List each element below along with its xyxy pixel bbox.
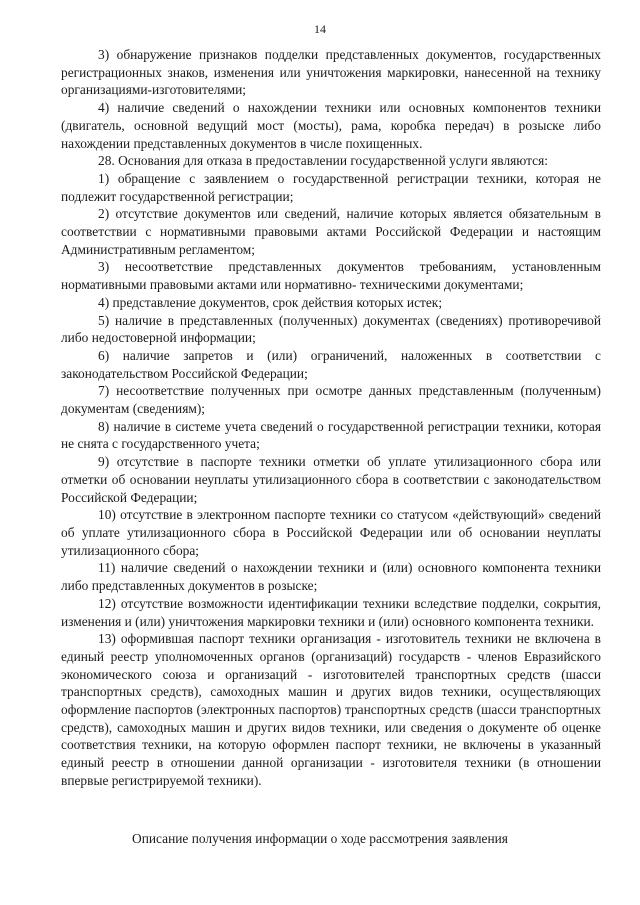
section-heading: Описание получения информации о ходе рассмотрения заявления [132, 831, 508, 846]
paragraph-reason-13: 13) оформившая паспорт техники организация - изготовитель техники не включена в единый реестр уполномоченных органов (организаций) государств - членов Евразийского экономического союза и организаций - изготовителей транспортных средств (шасси транспортных средств), самоходных машин и других видов техники, осуществляющих оформление паспортов (электронных паспортов) транспортных средств (шасси транспортных средств), самоходных машин и других видов техники, или сведения о документе об оценке соответствия техники, на которую оформлен паспорт техники, не включены в указанный единый реестр в отношении данной организации - изготовителя техники (в отношении впервые регистрируемой техники). [61, 631, 601, 788]
paragraph-item-3-counterfeit: 3) обнаружение признаков подделки представленных документов, государственных регистрационных знаков, изменения или уничтожения маркировки, нанесенной на технику организациями-изготовителями; [61, 47, 601, 98]
paragraph-reason-5: 5) наличие в представленных (полученных) документах (сведениях) противоречивой либо недостоверной информации; [61, 312, 601, 346]
paragraph-reason-3: 3) несоответствие представленных документов требованиям, установленным нормативными правовыми актами или нормативно- техническими документами; [61, 259, 601, 293]
paragraph-reason-8: 8) наличие в системе учета сведений о государственной регистрации техники, которая не снята с государственного учета; [61, 418, 601, 452]
paragraph-reason-2: 2) отсутствие документов или сведений, наличие которых является обязательным в соответствии с нормативными правовыми актами Российской Федерации и настоящим Административным регламентом; [61, 206, 601, 257]
paragraph-reason-7: 7) несоответствие полученных при осмотре данных представленным (полученным) документам (сведениям); [61, 383, 601, 417]
paragraph-reason-10: 10) отсутствие в электронном паспорте техники со статусом «действующий» сведений об уплате утилизационного сбора в Российской Федерации или об основании неуплаты утилизационного сбора; [61, 507, 601, 558]
paragraph-reason-4: 4) представление документов, срок действия которых истек; [98, 294, 443, 310]
paragraph-reason-11: 11) наличие сведений о нахождении техники и (или) основного компонента техники либо представленных документов в розыске; [61, 560, 601, 594]
paragraph-clause-28: 28. Основания для отказа в предоставлении государственной услуги являются: [98, 153, 548, 169]
document-body [61, 46, 601, 790]
page-number: 14 [314, 22, 326, 36]
paragraph-item-4-wanted: 4) наличие сведений о нахождении техники или основных компонентов техники (двигатель, основной ведущий мост (мосты), рама, коробка передач) в розыске либо нахождении представленных документов в числе похищенных. [61, 100, 601, 151]
paragraph-reason-1: 1) обращение с заявлением о государственной регистрации техники, которая не подлежит государственной регистрации; [61, 170, 601, 204]
paragraph-reason-9: 9) отсутствие в паспорте техники отметки об уплате утилизационного сбора или отметки об основании неуплаты утилизационного сбора в соответствии с законодательством Российской Федерации; [61, 454, 601, 505]
paragraph-reason-12: 12) отсутствие возможности идентификации техники вследствие подделки, сокрытия, изменения и (или) уничтожения маркировки техники и (или) основного компонента техники. [61, 595, 601, 629]
paragraph-reason-6: 6) наличие запретов и (или) ограничений, наложенных в соответствии с законодательством Российской Федерации; [61, 347, 601, 381]
